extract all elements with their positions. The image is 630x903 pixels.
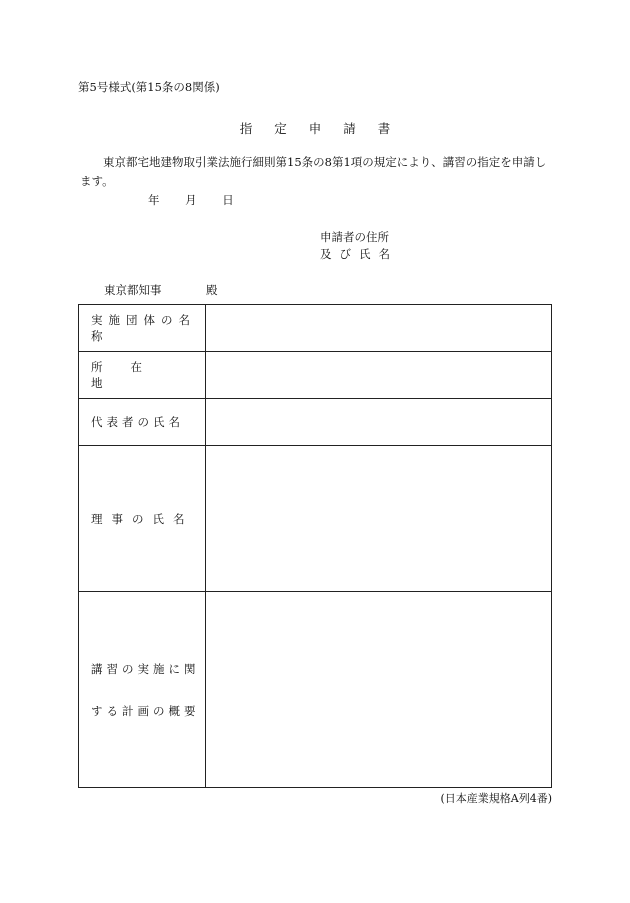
- document-title: 指定申請書: [239, 121, 413, 136]
- field-training-plan[interactable]: [206, 592, 552, 788]
- table-row: [79, 592, 552, 788]
- field-organization-name[interactable]: [206, 305, 552, 352]
- field-director-names[interactable]: [206, 446, 552, 592]
- paper-size-note: (日本産業規格A列4番): [440, 792, 552, 805]
- addressee-honorific: 殿: [206, 283, 218, 297]
- row-label-director-names: 理事の氏名: [79, 446, 206, 592]
- form-number: 第5号様式(第15条の8関係): [78, 80, 220, 94]
- addressee-name: 東京都知事: [104, 283, 162, 297]
- table-row: [79, 305, 552, 352]
- field-location[interactable]: [206, 352, 552, 399]
- applicant-address-label: 申請者の住所: [320, 230, 389, 244]
- row-label-training-plan: [79, 592, 206, 788]
- table-row: [79, 352, 552, 399]
- application-form-table: [78, 304, 552, 788]
- application-statement: 東京都宅地建物取引業法施行細則第15条の8第1項の規定により、講習の指定を申請します。: [80, 155, 547, 188]
- row-label-representative-name: 代表者の氏名: [79, 399, 206, 446]
- row-label-training-plan-line1: 講習の実施に関: [91, 661, 200, 676]
- row-label-training-plan-line2: する計画の概要: [91, 703, 200, 718]
- applicant-name-label: 及び氏名: [320, 247, 398, 261]
- row-label-location: 所在地: [79, 352, 206, 399]
- row-label-organization-name: 実施団体の名称: [79, 305, 206, 352]
- table-row: [79, 446, 552, 592]
- date-line: 年 月 日: [148, 193, 234, 207]
- field-representative-name[interactable]: [206, 399, 552, 446]
- table-row: [79, 399, 552, 446]
